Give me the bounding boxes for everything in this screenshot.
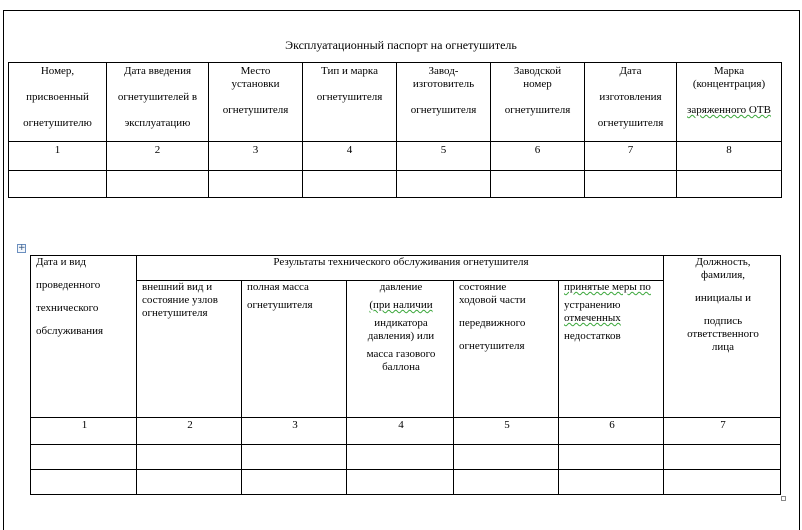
header-cell-manufacturer: Завод- изготовитель огнетушителя (397, 63, 491, 142)
column-number: 3 (209, 142, 303, 171)
header-cell-type: Тип и марка огнетушителя (303, 63, 397, 142)
header-cell-number: Номер, присвоенный огнетушителю (9, 63, 107, 142)
table-cell[interactable] (9, 171, 107, 198)
column-number: 4 (347, 418, 454, 445)
column-number: 8 (677, 142, 782, 171)
extinguisher-info-table (8, 62, 782, 198)
table-cell[interactable] (454, 470, 559, 495)
table-cell[interactable] (585, 171, 677, 198)
table-cell[interactable] (242, 470, 347, 495)
table-cell[interactable] (303, 171, 397, 198)
column-number: 2 (137, 418, 242, 445)
column-number: 5 (454, 418, 559, 445)
header-cell-full-mass: полная масса огнетушителя (242, 281, 347, 418)
header-cell-commissioning-date: Дата введения огнетушителей в эксплуатацию (107, 63, 209, 142)
column-number: 5 (397, 142, 491, 171)
table-cell[interactable] (454, 445, 559, 470)
header-cell-location: Место установки огнетушителя (209, 63, 303, 142)
table-number-row (31, 418, 781, 445)
header-cell-pressure: давление (при наличии индикатора давления) или масса газового баллона (347, 281, 454, 418)
table-cell[interactable] (559, 470, 664, 495)
column-number: 4 (303, 142, 397, 171)
table-cell[interactable] (137, 470, 242, 495)
column-number: 6 (559, 418, 664, 445)
table-cell[interactable] (664, 470, 781, 495)
table-cell[interactable] (209, 171, 303, 198)
table-resize-handle[interactable] (781, 496, 786, 501)
table-cell[interactable] (559, 445, 664, 470)
column-number: 1 (31, 418, 137, 445)
table-cell[interactable] (107, 171, 209, 198)
page-title: Эксплуатационный паспорт на огнетушитель (285, 38, 517, 52)
header-cell-service-date: Дата и вид проведенного технического обслуживания (31, 256, 137, 418)
header-cell-chassis-state: состояние ходовой части передвижного огнетушителя (454, 281, 559, 418)
table-header-row (9, 63, 782, 142)
header-cell-maintenance-results: Результаты технического обслуживания огнетушителя (137, 256, 664, 281)
table-row (9, 171, 782, 198)
table-cell[interactable] (677, 171, 782, 198)
table-row (31, 470, 781, 495)
header-cell-measures-taken: принятые меры по устранению отмеченных недостатков (559, 281, 664, 418)
table-cell[interactable] (31, 445, 137, 470)
table-cell[interactable] (242, 445, 347, 470)
table-cell[interactable] (137, 445, 242, 470)
table-header-row (31, 256, 781, 281)
maintenance-results-table (30, 255, 781, 495)
table-number-row (9, 142, 782, 171)
table-row (31, 445, 781, 470)
table-cell[interactable] (347, 470, 454, 495)
table-cell[interactable] (31, 470, 137, 495)
header-cell-agent-brand: Марка (концентрация) заряженного ОТВ (677, 63, 782, 142)
header-cell-responsible-person: Должность, фамилия, инициалы и подпись ответственного лица (664, 256, 781, 418)
column-number: 6 (491, 142, 585, 171)
column-number: 7 (585, 142, 677, 171)
header-cell-appearance: внешний вид и состояние узлов огнетушителя (137, 281, 242, 418)
column-number: 2 (107, 142, 209, 171)
header-cell-manufacture-date: Дата изготовления огнетушителя (585, 63, 677, 142)
header-cell-serial-number: Заводской номер огнетушителя (491, 63, 585, 142)
column-number: 3 (242, 418, 347, 445)
table-cell[interactable] (664, 445, 781, 470)
table-cell[interactable] (347, 445, 454, 470)
column-number: 7 (664, 418, 781, 445)
table-cell[interactable] (397, 171, 491, 198)
column-number: 1 (9, 142, 107, 171)
table-move-handle-icon[interactable]: + (18, 243, 26, 253)
table-cell[interactable] (491, 171, 585, 198)
